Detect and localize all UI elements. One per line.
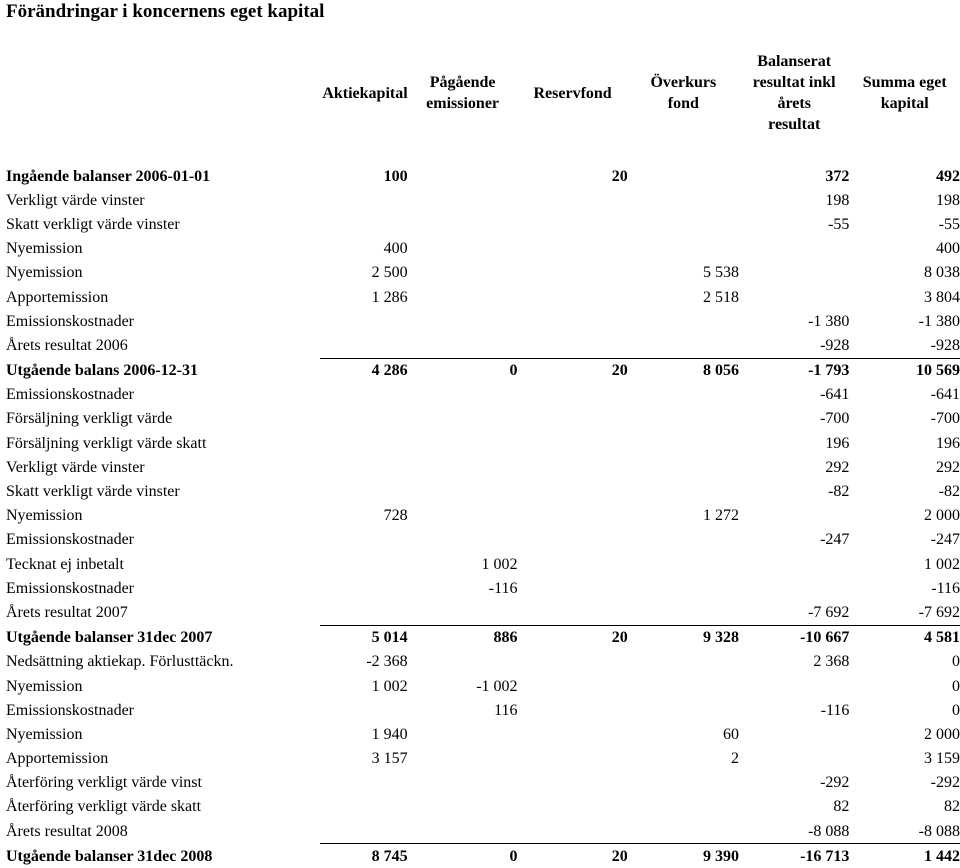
cell-aktiekapital [320,309,407,333]
cell-summa-eget-kapital: 0 [952,677,960,695]
cell-overkurs-fond: 2 [730,750,739,768]
cell-overkurs-fond [628,212,739,236]
cell-reservfond: 20 [611,167,628,185]
table-row [6,479,960,503]
cell-pagaende-emissioner [408,600,518,625]
table-row [6,407,960,431]
cell-overkurs-fond [628,576,739,600]
cell-summa-eget-kapital: -82 [938,483,960,501]
cell-reservfond [518,431,628,455]
row-label: Återföring verkligt värde vinst [6,774,202,792]
cell-summa-eget-kapital: 198 [936,191,960,209]
header-pagaende-line-2: emissioner [426,95,500,112]
row-label: Nyemission [6,264,83,282]
cell-reservfond [518,237,628,261]
table-row [6,188,960,212]
cell-reservfond [518,600,628,625]
cell-aktiekapital [320,431,407,455]
row-label: Tecknat ej inbetalt [6,555,124,573]
table-row [6,844,960,868]
row-label: Skatt verkligt värde vinster [6,215,180,233]
cell-reservfond [518,285,628,309]
row-label: Återföring verkligt värde skatt [6,798,202,816]
cell-overkurs-fond [628,188,739,212]
cell-balanserat-resultat: -700 [820,410,850,428]
cell-pagaende-emissioner [408,722,518,746]
header-summa-eget-kapital [849,48,960,138]
cell-balanserat-resultat: -116 [820,701,850,719]
cell-summa-eget-kapital: 1 002 [924,555,960,573]
header-pagaende-emissioner [408,48,518,138]
cell-reservfond [518,333,628,358]
cell-summa-eget-kapital: 10 569 [916,362,960,380]
cell-aktiekapital [320,795,407,819]
cell-pagaende-emissioner: 0 [509,362,518,380]
table-row [6,795,960,819]
row-label: Utgående balans 2006-12-31 [6,361,199,379]
table-row [6,212,960,236]
cell-balanserat-resultat: -82 [828,483,850,501]
cell-pagaende-emissioner [408,747,518,771]
cell-reservfond [518,819,628,844]
cell-aktiekapital: 4 286 [371,362,408,380]
cell-balanserat-resultat: 82 [833,798,850,816]
cell-balanserat-resultat: -8 088 [739,819,849,844]
row-label: Apportemission [6,288,109,306]
cell-aktiekapital [320,383,407,407]
cell-reservfond [518,479,628,503]
cell-aktiekapital [320,528,407,552]
row-label: Årets resultat 2007 [6,604,128,622]
cell-pagaende-emissioner: 1 002 [481,555,518,573]
row-label: Försäljning verkligt värde skatt [6,434,207,452]
cell-overkurs-fond: 60 [722,725,739,743]
cell-aktiekapital [320,212,407,236]
cell-overkurs-fond [628,237,739,261]
cell-balanserat-resultat [739,237,849,261]
cell-reservfond [518,504,628,528]
cell-pagaende-emissioner: 886 [493,629,518,647]
cell-balanserat-resultat: 196 [825,434,850,452]
row-label: Årets resultat 2006 [6,337,128,355]
cell-balanserat-resultat: -1 380 [808,312,850,330]
cell-reservfond: 20 [611,629,628,647]
cell-reservfond [518,528,628,552]
row-label: Emissionskostnader [6,531,134,549]
cell-summa-eget-kapital: -928 [849,333,960,358]
cell-overkurs-fond [628,698,739,722]
row-label: Nyemission [6,507,83,525]
cell-pagaende-emissioner [408,212,518,236]
cell-aktiekapital: 3 157 [371,750,408,768]
header-summa-line-1: Summa eget [862,74,947,91]
cell-summa-eget-kapital: 292 [936,458,960,476]
cell-balanserat-resultat [739,552,849,576]
header-balanserat-line-2: resultat inkl [752,74,836,91]
cell-aktiekapital [320,188,407,212]
row-label: Utgående balanser 31dec 2008 [6,847,213,865]
header-aktiekapital: Aktiekapital [322,84,408,102]
cell-overkurs-fond [628,431,739,455]
table-row [6,261,960,285]
cell-summa-eget-kapital: 400 [936,240,960,258]
header-summa-line-2: kapital [880,95,929,112]
cell-reservfond [518,455,628,479]
cell-balanserat-resultat [739,504,849,528]
cell-balanserat-resultat [739,576,849,600]
cell-aktiekapital [320,819,407,844]
table-row [6,358,960,383]
cell-balanserat-resultat [739,674,849,698]
cell-summa-eget-kapital: 1 442 [924,847,960,865]
table-row [6,576,960,600]
row-label: Emissionskostnader [6,701,134,719]
cell-aktiekapital: 400 [383,240,408,258]
cell-pagaende-emissioner [408,528,518,552]
header-overkurs-line-1: Överkurs [650,74,717,91]
cell-aktiekapital [320,698,407,722]
cell-overkurs-fond [628,552,739,576]
header-balanserat-resultat [739,48,849,138]
cell-overkurs-fond: 9 328 [702,629,739,647]
row-label: Emissionskostnader [6,386,134,404]
cell-overkurs-fond [628,771,739,795]
header-overkurs-fond [628,48,739,138]
cell-reservfond [518,188,628,212]
cell-overkurs-fond [628,455,739,479]
cell-reservfond: 20 [611,362,628,380]
cell-aktiekapital [320,455,407,479]
cell-reservfond [518,576,628,600]
cell-summa-eget-kapital: 2 000 [924,725,960,743]
cell-reservfond [518,650,628,674]
cell-summa-eget-kapital: -116 [931,579,960,597]
cell-pagaende-emissioner [408,309,518,333]
cell-pagaende-emissioner: 116 [494,701,518,719]
cell-pagaende-emissioner: 0 [509,847,518,865]
table-row [6,504,960,528]
cell-pagaende-emissioner: -1 002 [476,677,518,695]
table-row [6,819,960,844]
cell-balanserat-resultat: -928 [739,333,849,358]
cell-overkurs-fond [628,795,739,819]
header-label-column [6,48,320,138]
cell-aktiekapital [320,479,407,503]
cell-pagaende-emissioner [408,819,518,844]
cell-reservfond [518,795,628,819]
cell-pagaende-emissioner [408,261,518,285]
cell-aktiekapital: 1 002 [371,677,408,695]
row-label: Nyemission [6,677,83,695]
cell-summa-eget-kapital: -7 692 [849,600,960,625]
cell-overkurs-fond [628,600,739,625]
cell-pagaende-emissioner [408,333,518,358]
cell-balanserat-resultat [739,722,849,746]
cell-reservfond [518,698,628,722]
header-balanserat-line-3: årets [777,95,811,112]
cell-summa-eget-kapital: -8 088 [849,819,960,844]
cell-pagaende-emissioner [408,431,518,455]
cell-summa-eget-kapital: -55 [938,215,960,233]
cell-summa-eget-kapital: -247 [930,531,960,549]
row-label: Verkligt värde vinster [6,191,145,209]
row-label: Nyemission [6,240,83,258]
cell-balanserat-resultat: 292 [825,458,850,476]
table-row [6,650,960,674]
table-row [6,431,960,455]
cell-aktiekapital: 1 940 [371,725,408,743]
row-label: Försäljning verkligt värde [6,410,173,428]
cell-balanserat-resultat: 198 [825,191,850,209]
cell-pagaende-emissioner [408,285,518,309]
header-spacer-row [6,138,960,164]
header-pagaende-line-1: Pågående [429,74,496,91]
cell-summa-eget-kapital: 4 581 [924,629,960,647]
page-title: Förändringar i koncernens eget kapital [6,1,325,22]
cell-aktiekapital: 1 286 [371,288,408,306]
row-label: Nyemission [6,725,83,743]
cell-aktiekapital [320,407,407,431]
cell-aktiekapital: 2 500 [371,264,408,282]
cell-overkurs-fond [628,309,739,333]
table-row [6,552,960,576]
cell-summa-eget-kapital: -700 [930,410,960,428]
cell-summa-eget-kapital: -1 380 [918,312,960,330]
cell-reservfond [518,261,628,285]
cell-summa-eget-kapital: 0 [952,701,960,719]
cell-balanserat-resultat: -641 [820,386,850,404]
cell-pagaende-emissioner: -116 [488,579,518,597]
cell-pagaende-emissioner [408,407,518,431]
cell-reservfond: 20 [611,847,628,865]
table-row [6,625,960,650]
cell-balanserat-resultat: -292 [820,774,850,792]
cell-balanserat-resultat: -1 793 [808,362,850,380]
cell-reservfond [518,722,628,746]
table-row [6,698,960,722]
cell-overkurs-fond: 5 538 [702,264,739,282]
header-reservfond: Reservfond [533,84,612,102]
cell-balanserat-resultat: 2 368 [813,653,850,671]
cell-balanserat-resultat: -16 713 [800,847,850,865]
cell-overkurs-fond [628,674,739,698]
table-row [6,309,960,333]
cell-aktiekapital [320,771,407,795]
cell-aktiekapital: 100 [383,167,408,185]
equity-changes-table [6,48,960,868]
table-row [6,771,960,795]
cell-summa-eget-kapital: -292 [930,774,960,792]
table-row [6,285,960,309]
header-balanserat-line-4: resultat [768,116,821,133]
cell-summa-eget-kapital: 82 [944,798,960,816]
row-label: Nedsättning aktiekap. Förlusttäckn. [6,653,234,671]
cell-overkurs-fond [628,164,739,188]
cell-summa-eget-kapital: 2 000 [924,507,960,525]
cell-aktiekapital [320,600,407,625]
cell-balanserat-resultat: -55 [828,215,850,233]
cell-reservfond [518,552,628,576]
table-row [6,333,960,358]
header-balanserat-line-1: Balanserat [757,53,832,70]
table-row [6,528,960,552]
table-row [6,674,960,698]
header-overkurs-line-2: fond [667,95,699,112]
cell-pagaende-emissioner [408,237,518,261]
table-row [6,164,960,188]
cell-aktiekapital: 5 014 [371,629,408,647]
cell-summa-eget-kapital: 3 804 [924,288,960,306]
cell-balanserat-resultat [739,285,849,309]
table-row [6,455,960,479]
cell-summa-eget-kapital: -641 [930,386,960,404]
cell-balanserat-resultat [739,261,849,285]
row-label: Utgående balanser 31dec 2007 [6,628,213,646]
table-row [6,600,960,625]
cell-reservfond [518,212,628,236]
row-label: Ingående balanser 2006-01-01 [6,167,211,185]
table-row [6,722,960,746]
row-label: Skatt verkligt värde vinster [6,483,180,501]
cell-aktiekapital [320,552,407,576]
table-row [6,383,960,407]
cell-overkurs-fond: 2 518 [702,288,739,306]
cell-pagaende-emissioner [408,455,518,479]
row-label: Apportemission [6,750,109,768]
cell-overkurs-fond [628,650,739,674]
cell-overkurs-fond: 8 056 [702,362,739,380]
row-label: Årets resultat 2008 [6,822,128,840]
cell-aktiekapital [320,333,407,358]
cell-aktiekapital [320,576,407,600]
cell-aktiekapital: -2 368 [366,653,408,671]
cell-overkurs-fond [628,479,739,503]
cell-overkurs-fond [628,407,739,431]
cell-pagaende-emissioner [408,383,518,407]
cell-pagaende-emissioner [408,771,518,795]
cell-summa-eget-kapital: 0 [952,653,960,671]
cell-reservfond [518,747,628,771]
table-row [6,237,960,261]
cell-summa-eget-kapital: 196 [936,434,960,452]
cell-summa-eget-kapital: 8 038 [924,264,960,282]
cell-overkurs-fond [628,383,739,407]
cell-balanserat-resultat: -10 667 [800,629,850,647]
cell-overkurs-fond: 9 390 [702,847,739,865]
cell-overkurs-fond [628,528,739,552]
cell-pagaende-emissioner [408,795,518,819]
cell-overkurs-fond: 1 272 [702,507,739,525]
cell-summa-eget-kapital: 492 [936,167,960,185]
cell-balanserat-resultat: -7 692 [739,600,849,625]
cell-aktiekapital: 8 745 [371,847,408,865]
cell-summa-eget-kapital: 3 159 [924,750,960,768]
cell-overkurs-fond [628,819,739,844]
cell-pagaende-emissioner [408,504,518,528]
cell-pagaende-emissioner [408,650,518,674]
cell-pagaende-emissioner [408,164,518,188]
table-body [6,138,960,868]
cell-reservfond [518,407,628,431]
table-row [6,747,960,771]
row-label: Emissionskostnader [6,579,134,597]
cell-aktiekapital: 728 [383,507,408,525]
cell-overkurs-fond [628,333,739,358]
row-label: Emissionskostnader [6,312,134,330]
cell-reservfond [518,771,628,795]
cell-reservfond [518,674,628,698]
cell-reservfond [518,309,628,333]
table-header-row [6,48,960,138]
cell-reservfond [518,383,628,407]
cell-balanserat-resultat [739,747,849,771]
cell-pagaende-emissioner [408,188,518,212]
cell-pagaende-emissioner [408,479,518,503]
cell-balanserat-resultat: -247 [820,531,850,549]
cell-balanserat-resultat: 372 [825,167,850,185]
row-label: Verkligt värde vinster [6,458,145,476]
